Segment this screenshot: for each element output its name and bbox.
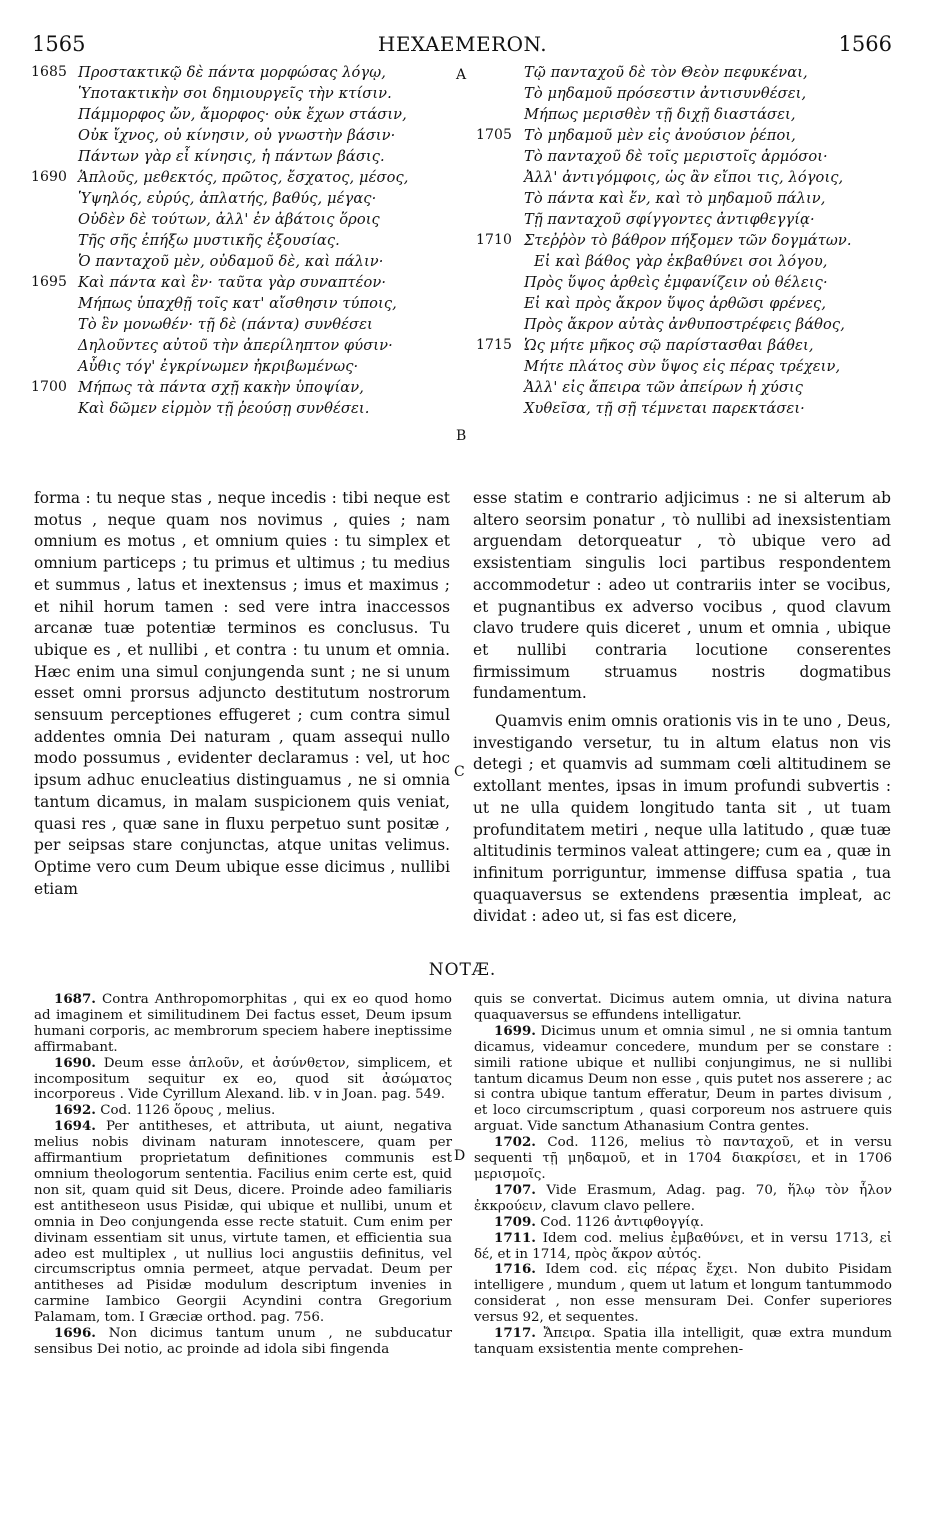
verse-text: Πρὸς ἄκρον αὐτὰς ἀνθυποστρέφεις βάθος,	[524, 316, 845, 333]
verse-line	[478, 104, 898, 125]
verse-text: Τῇ πανταχοῦ σφίγγοντες ἀντιφθεγγίᾳ·	[524, 211, 815, 228]
footnote-number: 1711.	[494, 1229, 536, 1246]
verse-line	[478, 335, 898, 356]
footnote-number: 1717.	[494, 1325, 536, 1342]
verse-line	[478, 230, 898, 251]
verse-line	[38, 251, 458, 272]
verse-line	[478, 146, 898, 167]
margin-letter-a: A	[456, 67, 467, 83]
verse-line	[31, 167, 458, 188]
verse-text: Στεῤῥὸν τὸ βάθρον πήξομεν τῶν δογμάτων.	[524, 232, 852, 249]
page-title: HEXAEMERON.	[377, 32, 548, 56]
verse-text: Αὖθις τόγ' ἐγκρίνωμεν ἠκριβωμένως·	[78, 358, 359, 375]
verse-number: 1685	[31, 64, 68, 80]
verse-text: Πάμμορφος ὤν, ἄμορφος· οὐκ ἔχων στάσιν,	[78, 106, 407, 123]
verse-text: Πρὸς ὕψος ἀρθεὶς ἐμφανίζειν οὐ θέλεις·	[524, 274, 828, 291]
footnote	[474, 1024, 892, 1135]
footnote	[34, 992, 452, 1056]
margin-letter-d: D	[454, 1148, 466, 1164]
footnote-number: 1716.	[494, 1261, 536, 1278]
notes-column-right	[474, 992, 892, 1358]
margin-letter-b: B	[456, 428, 467, 444]
verse-text: Τὸ ἓν μονωθέν· τῇ δὲ (πάντα) συνθέσει	[78, 316, 373, 333]
verse-text: Ἀλλ' ἀντιγόμφοις, ὡς ἂν εἴποι τις, λόγοις,	[524, 169, 844, 186]
verse-line	[31, 62, 458, 83]
verse-text: Ὁ πανταχοῦ μὲν, οὐδαμοῦ δὲ, καὶ πάλιν·	[78, 253, 384, 270]
verse-text: Τῷ πανταχοῦ δὲ τὸν Θεὸν πεφυκέναι,	[524, 64, 808, 81]
footnote-text: quis se convertat. Dicimus autem omnia, ut divina natura quaquaversus se effundens intelligatur.	[474, 992, 892, 1023]
verse-text: Τὸ μηδαμοῦ πρόσεστιν ἀντισυνθέσει,	[524, 85, 807, 102]
verse-line	[38, 230, 458, 251]
footnote	[34, 1056, 452, 1104]
footnote-text: Per antitheses, et attributa, ut aiunt, negativa melius nobis divinam naturam innotescere, quam per affirmantium proprietatum definitiones communis est omnium theologorum sententia. Facilius enim certe est, quid non sit, quam quid sit Deus, dicere. Proinde adeo familiaris est antitheseon usus Pisidæ, qui ubique et nullibi, unum et omnia in Deo conjungenda esse recte statuit. Cum enim per divinam essentiam sit unus, virtute tamen, et efficientia sua adeo est multiplex , ut nullius loci angustiis definitus, vel circumscriptus omnia permeet, atque pervadat. Deum per antitheses ad Pisidæ modulum descriptum invenies in carmine Iambico Georgii Acyndini contra Gregorium Palamam, tom. I Græciæ orthod. pag. 756.	[34, 1119, 452, 1326]
verse-line	[478, 356, 898, 377]
verse-text: Χυθεῖσα, τῇ σῇ τέμνεται παρεκτάσει·	[524, 400, 805, 417]
footnote-text: Idem cod. εἰς πέρας ἔχει. Non dubito Pisidam intelligere , mundum , quem ut latum et longum tantummodo considerat , non esse mensuram Dei. Confer superiores versus 92, et sequentes.	[474, 1262, 892, 1326]
verse-text: Μήτε πλάτος σὺν ὕψος εἰς πέρας τρέχειν,	[524, 358, 841, 375]
verse-text: Ἁπλοῦς, μεθεκτός, πρῶτος, ἔσχατος, μέσος,	[78, 169, 409, 186]
greek-verse-column-right	[478, 62, 898, 419]
running-header	[0, 32, 925, 58]
verse-line	[38, 188, 458, 209]
verse-line	[38, 398, 458, 419]
verse-line	[478, 251, 898, 272]
verse-text: Προστακτικῷ δὲ πάντα μορφώσας λόγῳ,	[78, 64, 386, 81]
footnote-text: Deum esse ἁπλοῦν, et ἀσύνθετον, simplicem, et incompositum sequitur ex eo, quod sit ἀσώματος incorporeus . Vide Cyrillum Alexand. lib. v in Joan. pag. 549.	[34, 1055, 452, 1103]
footnote	[34, 1119, 452, 1326]
footnote-number: 1694.	[54, 1118, 96, 1135]
verse-number: 1710	[476, 232, 513, 248]
verse-number: 1705	[476, 127, 513, 143]
verse-text: Οὐκ ἴχνος, οὐ κίνησιν, οὐ γνωστὴν βάσιν·	[78, 127, 396, 144]
footnote	[34, 1103, 452, 1119]
verse-text: Καὶ δῶμεν εἱρμὸν τῇ ῥεούσῃ συνθέσει.	[78, 400, 370, 417]
notes-column-left	[34, 992, 452, 1358]
verse-text: Τῆς σῆς ἐπήξω μυστικῆς ἐξουσίας.	[78, 232, 340, 249]
page-number-left: 1565	[32, 32, 86, 56]
verse-line	[38, 104, 458, 125]
verse-text: Μήπως ὑπαχθῇ τοῖς κατ' αἴσθησιν τύποις,	[78, 295, 397, 312]
verse-text: Μήπως μερισθὲν τῇ διχῇ διαστάσει,	[524, 106, 796, 123]
footnote-number: 1692.	[54, 1102, 96, 1119]
footnote-number: 1702.	[494, 1134, 536, 1151]
margin-letter-c: C	[454, 764, 465, 780]
footnote	[474, 1183, 892, 1215]
verse-line	[478, 83, 898, 104]
footnote-text: Non dicimus tantum unum , ne subducatur sensibus Dei notio, ac proinde ad idola sibi fingenda	[34, 1326, 452, 1357]
verse-line	[38, 335, 458, 356]
footnote	[474, 1262, 892, 1326]
footnote-text: Contra Anthropomorphitas , qui ex eo quod homo ad imaginem et similitudinem Dei factus esset, Deum ipsum humani corporis, ac membrorum speciem habere ineptissime affirmabant.	[34, 992, 452, 1055]
footnote	[474, 1135, 892, 1183]
verse-line	[478, 209, 898, 230]
verse-line	[38, 146, 458, 167]
verse-text: Ὡς μήτε μῆκος σῷ παρίστασθαι βάθει,	[524, 337, 814, 354]
verse-line	[478, 377, 898, 398]
footnote-text: Dicimus unum et omnia simul , ne si omnia tantum dicamus, videamur concedere, mundum per se constare : simili ratione ubique et nullibi conjungimus, ne si nullibi tantum dicamus Deum non esse , quis putet nos asserere ; ac si contra ubique tantum efferatur, Deum in partes divisum , et loco circumscriptum , quasi corporeum nos astruere quis arguat. Vide sanctum Athanasium Contra gentes.	[474, 1023, 893, 1135]
verse-line	[31, 272, 458, 293]
verse-text: Ὑψηλός, εὐρύς, ἀπλατής, βαθύς, μέγας·	[78, 190, 377, 207]
verse-text: Τὸ πάντα καὶ ἕν, καὶ τὸ μηδαμοῦ πάλιν,	[524, 190, 826, 207]
verse-line	[31, 377, 458, 398]
verse-number: 1695	[31, 274, 68, 290]
footnote-number: 1709.	[494, 1213, 536, 1230]
notes-heading: NOTÆ.	[428, 960, 497, 980]
footnote-text: Idem cod. melius ἐμβαθύνει, et in versu 1713, εἰ δέ, et in 1714, πρὸς ἄκρον αὐτός.	[474, 1230, 892, 1262]
latin-paragraph: Quamvis enim omnis orationis vis in te uno , Deus, investigando versetur, tu in altum elatus non vis detegi ; et quamvis ad summam cœli altitudinem se extollant mentes, ipsas in imum profundi subvertis : ut ne ulla quidem longitudo tanta sit , ut tuam profunditatem metiri , neque ulla latitudo , quæ tuæ altitudinis terminos valeat attingere; cum ea , quæ in infinitum porriguntur, immense diffusa spatia , tua quaquaversus se extendens præsentia impleat, ac dividat : adeo ut, si fas est dicere,	[473, 712, 891, 926]
verse-text: Δηλοῦντες αὐτοῦ τὴν ἀπερίληπτον φύσιν·	[78, 337, 393, 354]
verse-line	[38, 314, 458, 335]
footnote-number: 1687.	[54, 991, 96, 1007]
footnote-text: Cod. 1126, melius τὸ πανταχοῦ, et in versu sequenti τῇ μηδαμοῦ, et in 1704 διακρίσει, et in 1706 μερισμοῖς.	[474, 1135, 892, 1182]
footnote	[474, 1231, 892, 1263]
footnote-text: Ἄπειρα. Spatia illa intelligit, quæ extra mundum tanquam exsistentia mente comprehen-	[474, 1326, 892, 1357]
verse-line	[38, 293, 458, 314]
verse-text: Οὐδὲν δὲ τούτων, ἀλλ' ἐν ἀβάτοις ὅροις	[78, 211, 380, 228]
footnote-text: Cod. 1126 ἀντιφθογγίᾳ.	[540, 1214, 704, 1230]
footnote	[474, 1326, 892, 1358]
verse-text: Εἰ καὶ πρὸς ἄκρον ὕψος ἀρθῶσι φρένες,	[524, 295, 827, 312]
verse-line	[478, 398, 898, 419]
verse-line	[478, 293, 898, 314]
footnote-text: Vide Erasmum, Adag. pag. 70, ἥλῳ τὸν ἧλον ἐκκρούειν, clavum clavo pellere.	[474, 1182, 892, 1214]
footnote	[474, 1215, 892, 1231]
verse-line	[478, 125, 898, 146]
latin-translation-right	[473, 488, 891, 928]
footnote-number: 1696.	[54, 1325, 96, 1342]
verse-text: Ἀλλ' εἰς ἄπειρα τῶν ἀπείρων ἡ χύσις	[524, 379, 804, 396]
latin-paragraph: esse statim e contrario adjicimus : ne si alterum ab altero seorsim ponatur , τὸ nullibi ad inexsistentiam arguendam detorqueatur , τὸ ubique vero ad exsistentiam singulis loci partibus respondentem accommodetur : adeo ut contrariis inter se vocibus, et pugnantibus ex adverso vocibus , quod clavum clavo trudere quis diceret , unum et omnia , ubique et nullibi contraria locutione conserentes firmissimum struamus nostris dogmatibus fundamentum.	[473, 489, 891, 703]
verse-line	[38, 83, 458, 104]
verse-number: 1715	[476, 337, 513, 353]
footnote-number: 1690.	[54, 1054, 96, 1071]
verse-line	[478, 314, 898, 335]
footnote	[474, 992, 892, 1024]
footnote-number: 1699.	[494, 1022, 536, 1039]
greek-verse-column-left	[31, 62, 458, 419]
verse-text: Καὶ πάντα καὶ ἓν· ταῦτα γὰρ συναπτέον·	[78, 274, 387, 291]
verse-text: Πάντων γὰρ εἶ κίνησις, ἡ πάντων βάσις.	[78, 148, 385, 165]
page-number-right: 1566	[838, 32, 892, 56]
verse-text: Μήπως τὰ πάντα σχῇ κακὴν ὑποψίαν,	[78, 379, 364, 396]
verse-number: 1690	[31, 169, 68, 185]
latin-translation-left	[34, 488, 450, 900]
verse-line	[478, 167, 898, 188]
verse-line	[478, 188, 898, 209]
verse-number: 1700	[31, 379, 68, 395]
verse-text: Εἰ καὶ βάθος γὰρ ἐκβαθύνει σοι λόγου,	[534, 253, 828, 270]
latin-paragraph: forma : tu neque stas , neque incedis : tibi neque est motus , neque quam nos novimus , quies ; nam omnium es motus , et omnium quies : tu simplex et omnium particeps ; tu primus et ultimus ; tu medius et summus , latus et inextensus ; imus et maximus ; et nihil horum tamen : sed vere intra inaccessos arcanæ tuæ potentiæ terminos es conclusus. Tu ubique es , et nullibi , et contra : tu unum et omnia. Hæc enim una simul conjungenda sunt ; ne si unum esset omni prorsus adjuncto destitutum nostrorum sensuum perceptiones effugeret ; cum contra simul addentes omnia Dei naturam , quam assequi nullo modo possumus , evidenter declaramus : vel, ut hoc ipsum adhuc enucleatius distinguamus , ne si omnia tantum dicamus, in malam suspicionem quis veniat, quasi res , quæ sane in fluxu perpetuo sunt positæ , per seipsas stare conjunctas, atque unitas velimus. Optime vero cum Deum ubique esse dicimus , nullibi etiam	[34, 489, 450, 898]
verse-text: Τὸ πανταχοῦ δὲ τοῖς μεριστοῖς ἁρμόσοι·	[524, 148, 828, 165]
verse-line	[38, 125, 458, 146]
verse-text: Ὑποτακτικὴν σοι δημιουργεῖς τὴν κτίσιν.	[78, 85, 392, 102]
footnote-number: 1707.	[494, 1181, 536, 1198]
verse-line	[38, 209, 458, 230]
verse-line	[38, 356, 458, 377]
verse-text: Τὸ μηδαμοῦ μὲν εἰς ἀνούσιον ῥέποι,	[524, 127, 796, 144]
verse-line	[478, 272, 898, 293]
verse-line	[478, 62, 898, 83]
footnote-text: Cod. 1126 ὅρους , melius.	[100, 1103, 276, 1119]
footnote	[34, 1326, 452, 1358]
